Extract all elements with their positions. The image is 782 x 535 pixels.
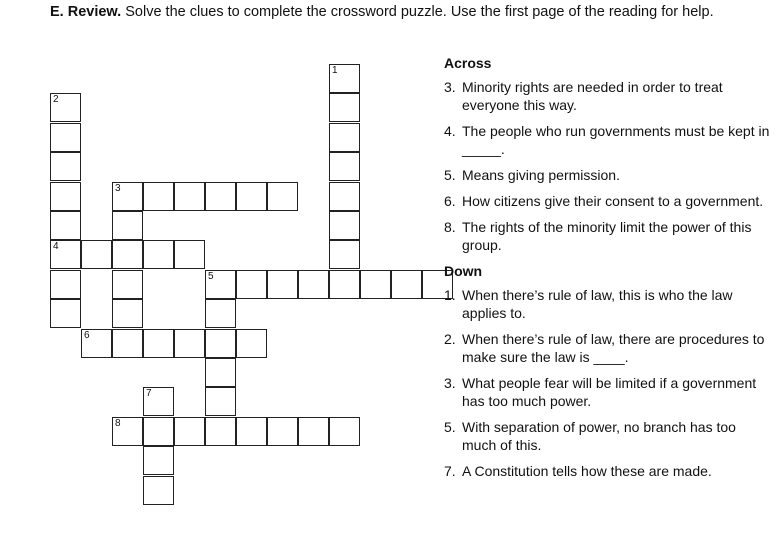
- down-clue-2: 2. When there’s rule of law, there are procedures to make sure the law is ____.: [444, 331, 765, 365]
- clue-text: The people who run governments must be kept in _____.: [462, 123, 770, 157]
- crossword-cell[interactable]: [298, 270, 329, 299]
- crossword-cell[interactable]: [143, 417, 174, 446]
- crossword-cell[interactable]: [360, 270, 391, 299]
- crossword-cell[interactable]: [112, 329, 143, 358]
- clue-text: Minority rights are needed in order to treat everyone this way.: [462, 79, 723, 113]
- crossword-cell[interactable]: [50, 182, 81, 211]
- down-clue-7: 7. A Constitution tells how these are made.: [444, 463, 712, 479]
- down-clue-1: 1. When there’s rule of law, this is who the law applies to.: [444, 287, 733, 321]
- crossword-cell[interactable]: [112, 270, 143, 299]
- clue-text: What people fear will be limited if a government has too much power.: [462, 375, 757, 409]
- clue-number: 1: [332, 65, 338, 76]
- crossword-cell[interactable]: [174, 417, 205, 446]
- crossword-cell[interactable]: [267, 417, 298, 446]
- clue-text: How citizens give their consent to a government.: [462, 193, 764, 209]
- crossword-cell[interactable]: [329, 417, 360, 446]
- crossword-cell[interactable]: [267, 182, 298, 211]
- across-title: Across: [444, 55, 492, 71]
- crossword-cell[interactable]: [50, 152, 81, 181]
- across-clue-3: 3. Minority rights are needed in order to treat everyone this way.: [444, 79, 723, 113]
- crossword-cell[interactable]: [391, 270, 422, 299]
- crossword-cell[interactable]: [236, 417, 267, 446]
- crossword-cell[interactable]: [329, 270, 360, 299]
- crossword-cell[interactable]: [236, 182, 267, 211]
- across-clue-4: 4. The people who run governments must be kept in _____.: [444, 123, 770, 157]
- crossword-cell[interactable]: [205, 387, 236, 416]
- crossword-cell[interactable]: [143, 329, 174, 358]
- crossword-cell[interactable]: [112, 240, 143, 269]
- crossword-cell[interactable]: [174, 182, 205, 211]
- crossword-cell[interactable]: [236, 329, 267, 358]
- crossword-cell[interactable]: [50, 123, 81, 152]
- crossword-cell[interactable]: [143, 240, 174, 269]
- down-title: Down: [444, 263, 483, 279]
- clue-text: Means giving permission.: [462, 167, 620, 183]
- crossword-cell[interactable]: [298, 417, 329, 446]
- across-clue-5: 5. Means giving permission.: [444, 167, 620, 183]
- clues-panel: [444, 54, 774, 488]
- across-clues: [444, 78, 774, 254]
- crossword-cell[interactable]: [329, 240, 360, 269]
- down-clue-3: 3. What people fear will be limited if a government has too much power.: [444, 375, 757, 409]
- crossword-cell[interactable]: [50, 211, 81, 240]
- crossword-cell[interactable]: [329, 182, 360, 211]
- clue-number: 8: [115, 417, 121, 429]
- crossword-cell[interactable]: [205, 358, 236, 387]
- crossword-cell[interactable]: [329, 211, 360, 240]
- clue-number: 5: [208, 270, 214, 282]
- crossword-cell[interactable]: [81, 240, 112, 269]
- down-clue-5: 5. With separation of power, no branch has too much of this.: [444, 419, 736, 453]
- across-clue-6: 6. How citizens give their consent to a government.: [444, 193, 764, 209]
- crossword-cell[interactable]: [205, 329, 236, 358]
- crossword-cell[interactable]: [329, 93, 360, 122]
- down-clues: [444, 286, 774, 480]
- crossword-cell[interactable]: [329, 152, 360, 181]
- instructions-label: E. Review.: [50, 4, 122, 20]
- across-clue-8: 8. The rights of the minority limit the power of this group.: [444, 219, 752, 253]
- crossword-cell[interactable]: [143, 476, 174, 505]
- clue-number: 3: [115, 182, 121, 194]
- crossword-cell[interactable]: [205, 182, 236, 211]
- clue-text: With separation of power, no branch has too much of this.: [462, 419, 736, 453]
- clue-number: 2: [53, 94, 59, 106]
- crossword-cell[interactable]: [143, 182, 174, 211]
- crossword-cell[interactable]: [143, 446, 174, 475]
- crossword-cell[interactable]: [236, 270, 267, 299]
- crossword-cell[interactable]: [112, 299, 143, 328]
- crossword-cell[interactable]: [267, 270, 298, 299]
- clue-text: The rights of the minority limit the power of this group.: [462, 219, 752, 253]
- instructions-text: Solve the clues to complete the crossword puzzle. Use the first page of the reading for help.: [125, 4, 714, 20]
- crossword-cell[interactable]: [205, 299, 236, 328]
- clue-number: 7: [146, 388, 152, 400]
- clue-number: 4: [53, 241, 59, 253]
- crossword-cell[interactable]: [50, 270, 81, 299]
- crossword-cell[interactable]: [50, 299, 81, 328]
- crossword-cell[interactable]: [174, 329, 205, 358]
- clue-number: 6: [84, 329, 90, 341]
- clue-text: When there’s rule of law, this is who the law applies to.: [462, 287, 733, 321]
- clue-text: When there’s rule of law, there are procedures to make sure the law is ____.: [462, 331, 765, 365]
- crossword-cell[interactable]: [329, 123, 360, 152]
- crossword-cell[interactable]: [174, 240, 205, 269]
- crossword-cell[interactable]: [205, 417, 236, 446]
- clue-text: A Constitution tells how these are made.: [462, 463, 712, 479]
- crossword-cell[interactable]: [112, 211, 143, 240]
